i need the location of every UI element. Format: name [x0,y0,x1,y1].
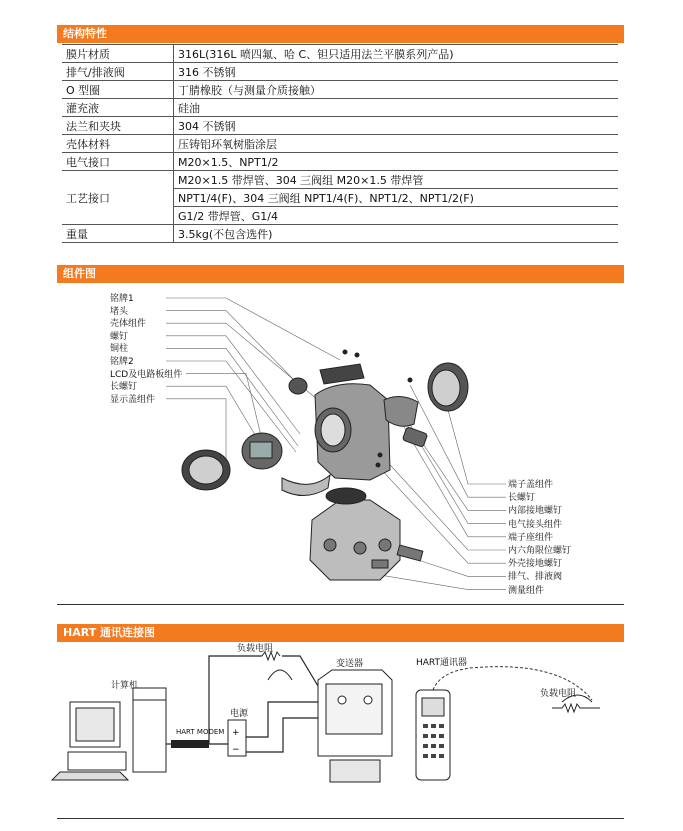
load-resistor-icon [552,704,600,712]
part-label-right: 端子座组件 [508,532,554,543]
part-label-left: 铜柱 [110,344,129,355]
hart-communicator-icon [416,690,450,780]
label-transmitter: 变送器 [336,659,364,669]
spec-key: 灌充液 [62,99,174,117]
spec-key: 壳体材料 [62,135,174,153]
part-label-right: 排气、排液阀 [508,572,563,583]
part-label-right: 端子盖组件 [508,480,554,490]
section-header-hart: HART 通讯连接图 [57,624,624,642]
spec-key: 排气/排液阀 [62,63,174,81]
spec-value: 316L(316L 喷四氟、哈 C、钽只适用法兰平膜系列产品) [174,45,619,63]
part-label-left: 长螺钉 [110,382,138,393]
part-label-left: 壳体组件 [110,319,147,330]
spec-key: 重量 [62,225,174,243]
computer-icon [52,688,166,780]
part-label-right: 内部接地螺钉 [508,506,563,517]
svg-text:−: − [232,745,240,755]
spec-value: NPT1/4(F)、304 三阀组 NPT1/4(F)、NPT1/2、NPT1/2(F) [174,189,619,207]
spec-value: 压铸铝环氧树脂涂层 [174,135,619,153]
transmitter-icon [318,670,392,782]
section-header-assembly: 组件图 [57,265,624,283]
label-load-resistor: 负载电阻 [237,644,274,654]
part-label-right: 内六角限位螺钉 [508,546,572,556]
label-hart-modem: HART MODEM [176,728,225,736]
part-label-right: 长螺钉 [508,493,536,504]
label-power: 电源 [230,709,249,719]
bottom-divider [57,818,624,819]
spec-value: 304 不锈钢 [174,117,619,135]
label-computer: 计算机 [111,681,139,691]
part-label-left: 螺钉 [110,331,129,342]
part-label-right: 外壳接地螺钉 [508,559,563,570]
spec-value: 316 不锈钢 [174,63,619,81]
spec-value: M20×1.5 带焊管、304 三阀组 M20×1.5 带焊管 [174,171,619,189]
part-label-left: 铭牌2 [110,357,134,367]
spec-key: 法兰和夹块 [62,117,174,135]
svg-text:+: + [232,728,240,738]
spec-key: 膜片材质 [62,45,174,63]
part-label-right: 电气接头组件 [508,519,563,530]
part-label-left: 堵头 [110,306,129,317]
spec-key: 电气接口 [62,153,174,171]
spec-value: G1/2 带焊管、G1/4 [174,207,619,225]
part-label-right: 测量组件 [508,585,545,596]
section-header-structure: 结构特性 [57,25,624,43]
label-load-resistor-2: 负载电阻 [540,689,577,699]
spec-value: 丁腈橡胶（与测量介质接触） [174,81,619,99]
part-label-left: LCD及电路板组件 [110,369,183,380]
spec-key: O 型圈 [62,81,174,99]
spec-key: 工艺接口 [62,171,174,225]
label-hart-communicator: HART通讯器 [416,658,468,668]
hart-modem-icon [171,740,209,748]
spec-value: 3.5kg(不包含选件) [174,225,619,243]
part-label-left: 铭牌1 [110,294,134,304]
spec-value: M20×1.5、NPT1/2 [174,153,619,171]
part-label-left: 显示盖组件 [110,394,156,405]
spec-value: 硅油 [174,99,619,117]
